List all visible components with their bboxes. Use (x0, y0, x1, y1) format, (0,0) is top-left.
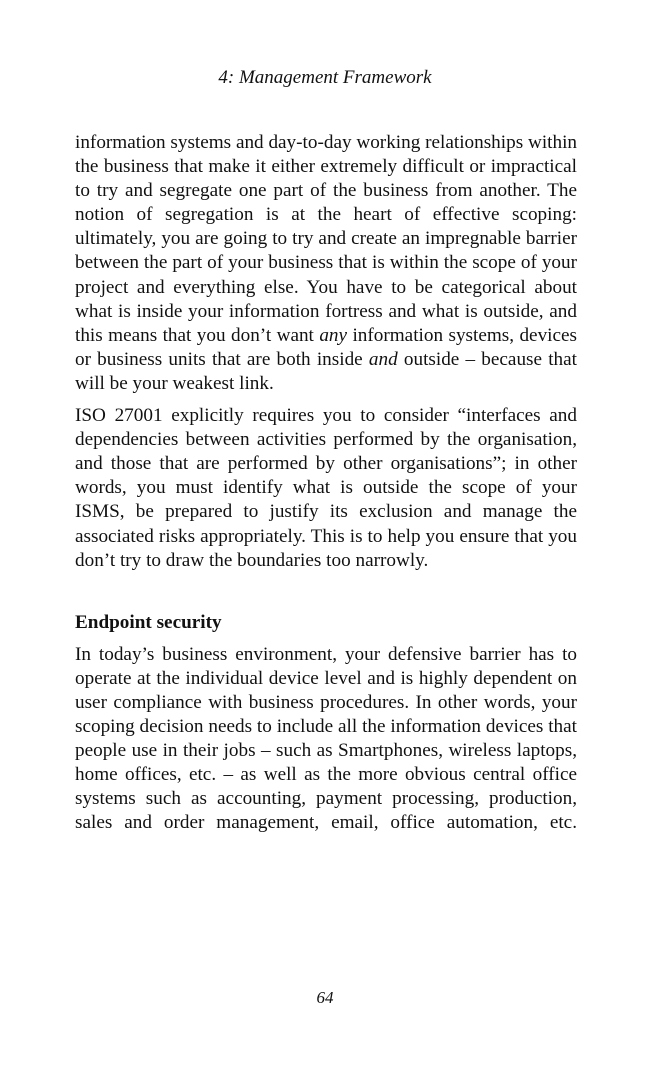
section-heading-endpoint-security: Endpoint security (75, 611, 222, 633)
page-number: 64 (316, 988, 334, 1007)
emphasis-and: and (368, 348, 398, 370)
paragraph-endpoint-security: In today’s business environment, your defensive barrier has to operate at the individual device level and is highly dependent on user compliance with business procedures. In other words, your scoping decision needs to include all the information devices that people use in their jobs – such as Smartphones, wireless laptops, home offices, etc. – as well as the more obvious central office systems such as accounting, payment processing, production, sales and order management, email, office automation, etc. (75, 643, 577, 834)
paragraph-1-part-b: information systems, devices or business units that are both inside (75, 324, 577, 370)
emphasis-any: any (319, 324, 348, 346)
paragraph-1-part-a: information systems and day-to-day working relationships within the business that make it either extremely difficult or impractical to try and segregate one part of the business from another. The notion of segregation is at the heart of effective scoping: ultimately, you are going to try and create an impregnable barrier between the part of your business that is within the scope of your project and everything else. You have to be categorical about what is inside your information fortress and what is outside, and this means that you don’t want (75, 132, 577, 346)
paragraph-iso-27001-interfaces: ISO 27001 explicitly requires you to consider “interfaces and dependencies between activities performed by the organisation, and those that are performed by other organisations”; in other words, you must identify what is outside the scope of your ISMS, be prepared to justify its exclusion and manage the associated risks appropriately. This is to help you ensure that you don’t try to draw the boundaries too narrowly. (75, 405, 577, 571)
running-head: 4: Management Framework (218, 67, 432, 88)
body-text (75, 131, 577, 835)
paragraph-scoping-segregation (75, 131, 577, 396)
paragraph-1-part-c: outside – because that will be your weakest link. (75, 348, 577, 394)
